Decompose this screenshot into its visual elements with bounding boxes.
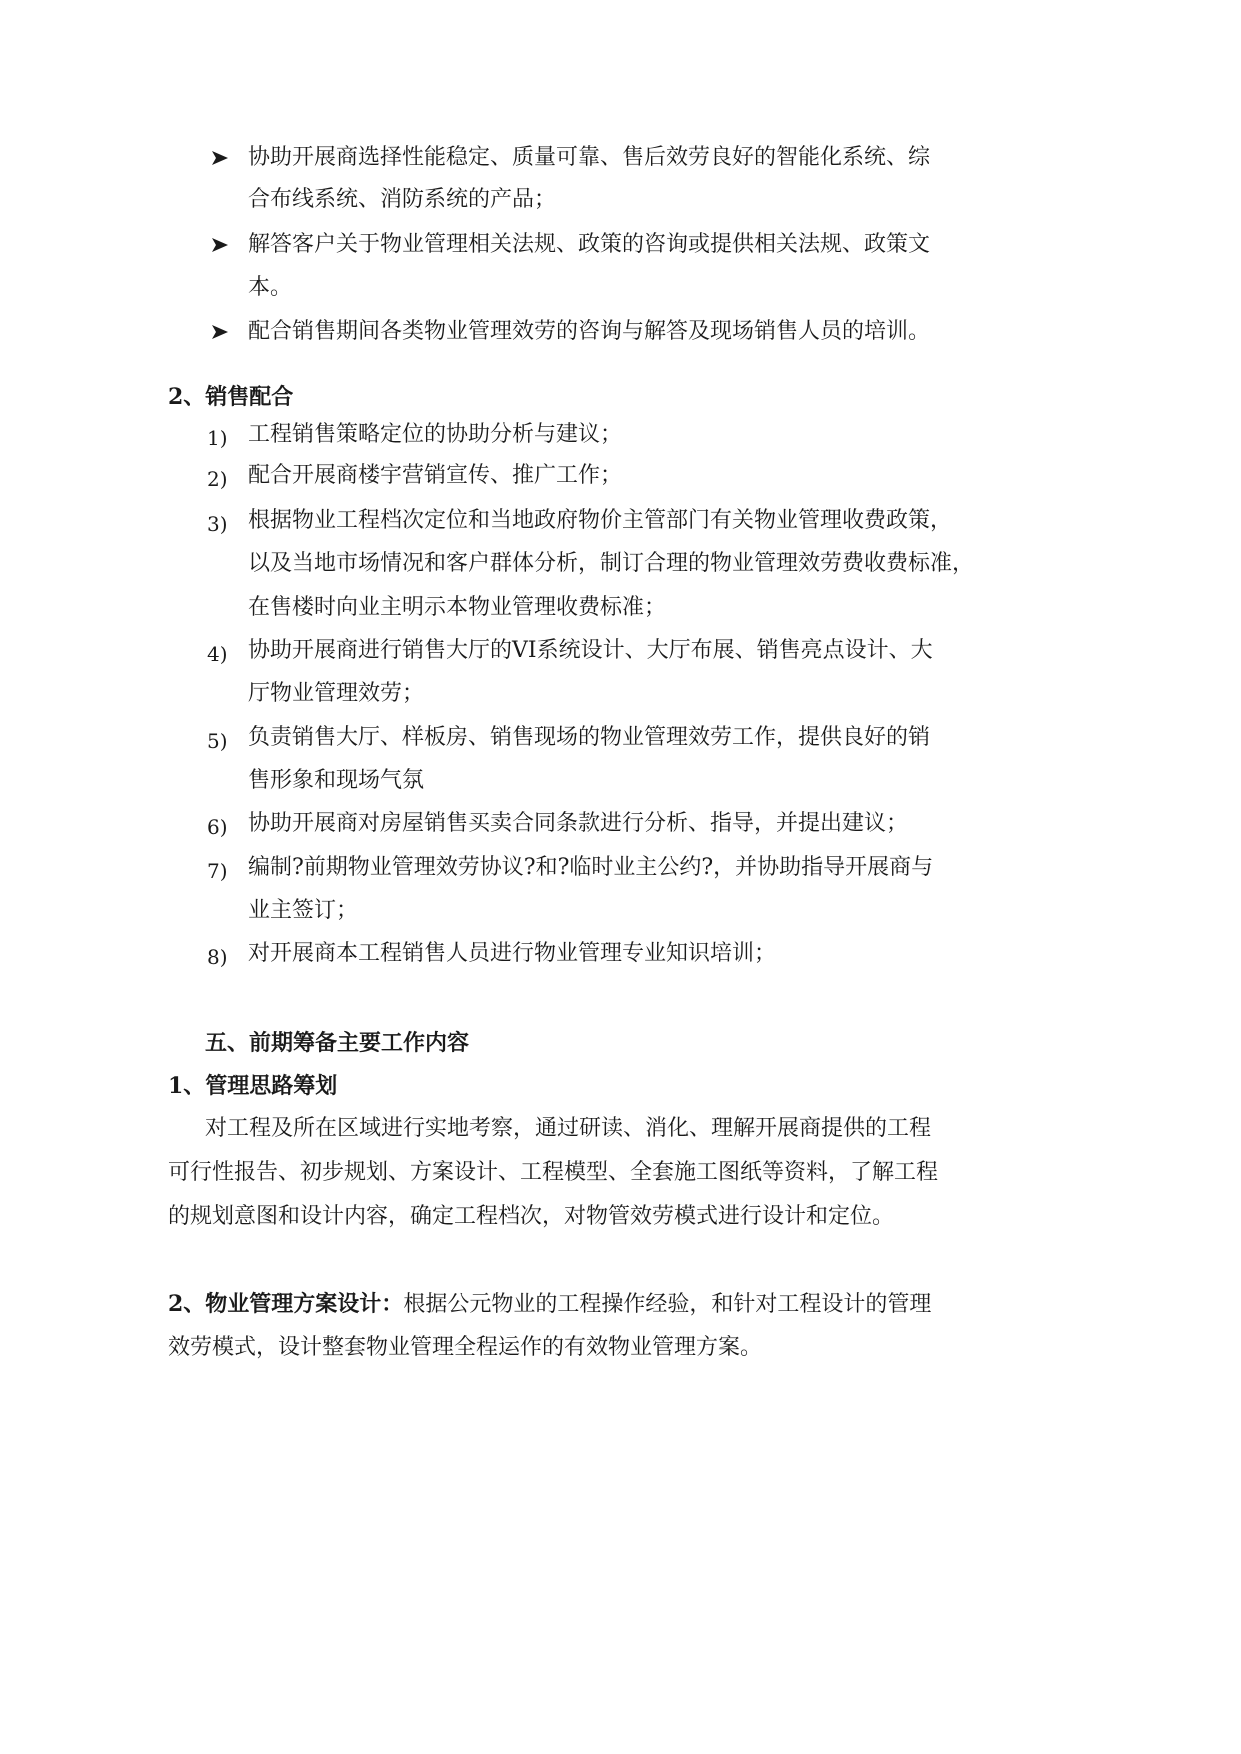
list-number: 8) [207,945,228,969]
list-item-text: 编制?前期物业管理效劳协议?和?临时业主公约?，并协助指导开展商与 [248,855,934,880]
list-item-text: 在售楼时向业主明示本物业管理收费标准； [248,595,667,620]
list-item-text: 售形象和现场气氛 [248,768,425,793]
list-number: 5) [207,729,228,753]
list-number: 2) [207,467,228,491]
list-item-text: 以及当地市场情况和客户群体分析，制订合理的物业管理效劳费收费标准， [248,551,975,576]
list-number: 1) [207,426,228,450]
bullet-2-line-1: 解答客户关于物业管理相关法规、政策的咨询或提供相关法规、政策文 [248,232,931,257]
list-number: 6) [207,815,228,839]
list-item-text: 协助开展商对房屋销售买卖合同条款进行分析、指导，并提出建议； [248,811,909,836]
list-item-text: 根据物业工程档次定位和当地政府物价主管部门有关物业管理收费政策， [248,508,953,533]
bullet-2-line-2: 本。 [248,275,293,300]
list-number: 4) [207,642,228,666]
list-item-text: 业主签订； [248,898,359,923]
paragraph-line: 的规划意图和设计内容，确定工程档次，对物管效劳模式进行设计和定位。 [168,1204,895,1229]
list-item-text: 工程销售策略定位的协助分析与建议； [248,422,623,447]
subsection-heading-plan-design: 2、物业管理方案设计： [168,1291,404,1317]
list-item-text: 配合开展商楼宇营销宣传、推广工作； [248,463,623,488]
section-heading-preparation: 五、前期筹备主要工作内容 [205,1030,470,1056]
list-item-text: 协助开展商进行销售大厅的VI系统设计、大厅布展、销售亮点设计、大 [248,638,933,663]
list-item-text: 厅物业管理效劳； [248,681,425,706]
paragraph-line: 效劳模式，设计整套物业管理全程运作的有效物业管理方案。 [168,1335,763,1360]
list-item-text: 负责销售大厅、样板房、销售现场的物业管理效劳工作，提供良好的销 [248,725,931,750]
list-number: 7) [207,859,228,883]
arrow-bullet-icon [210,322,230,342]
arrow-bullet-icon [210,235,230,255]
paragraph-line: 对工程及所在区域进行实地考察，通过研读、消化、理解开展商提供的工程 [205,1116,932,1141]
section-heading-sales: 2、销售配合 [168,384,294,410]
paragraph-line: 可行性报告、初步规划、方案设计、工程模型、全套施工图纸等资料，了解工程 [168,1160,939,1185]
bullet-3-line-1: 配合销售期间各类物业管理效劳的咨询与解答及现场销售人员的培训。 [248,319,931,344]
list-item-text: 对开展商本工程销售人员进行物业管理专业知识培训； [248,941,777,966]
arrow-bullet-icon [210,148,230,168]
paragraph-line [168,1293,931,1316]
bullet-1-line-2: 合布线系统、消防系统的产品； [248,187,557,212]
list-number: 3) [207,512,228,536]
subsection-heading-planning: 1、管理思路筹划 [168,1073,338,1099]
bullet-1-line-1: 协助开展商选择性能稳定、质量可靠、售后效劳良好的智能化系统、综 [248,145,931,170]
paragraph-text: 根据公元物业的工程操作经验，和针对工程设计的管理 [403,1292,932,1317]
